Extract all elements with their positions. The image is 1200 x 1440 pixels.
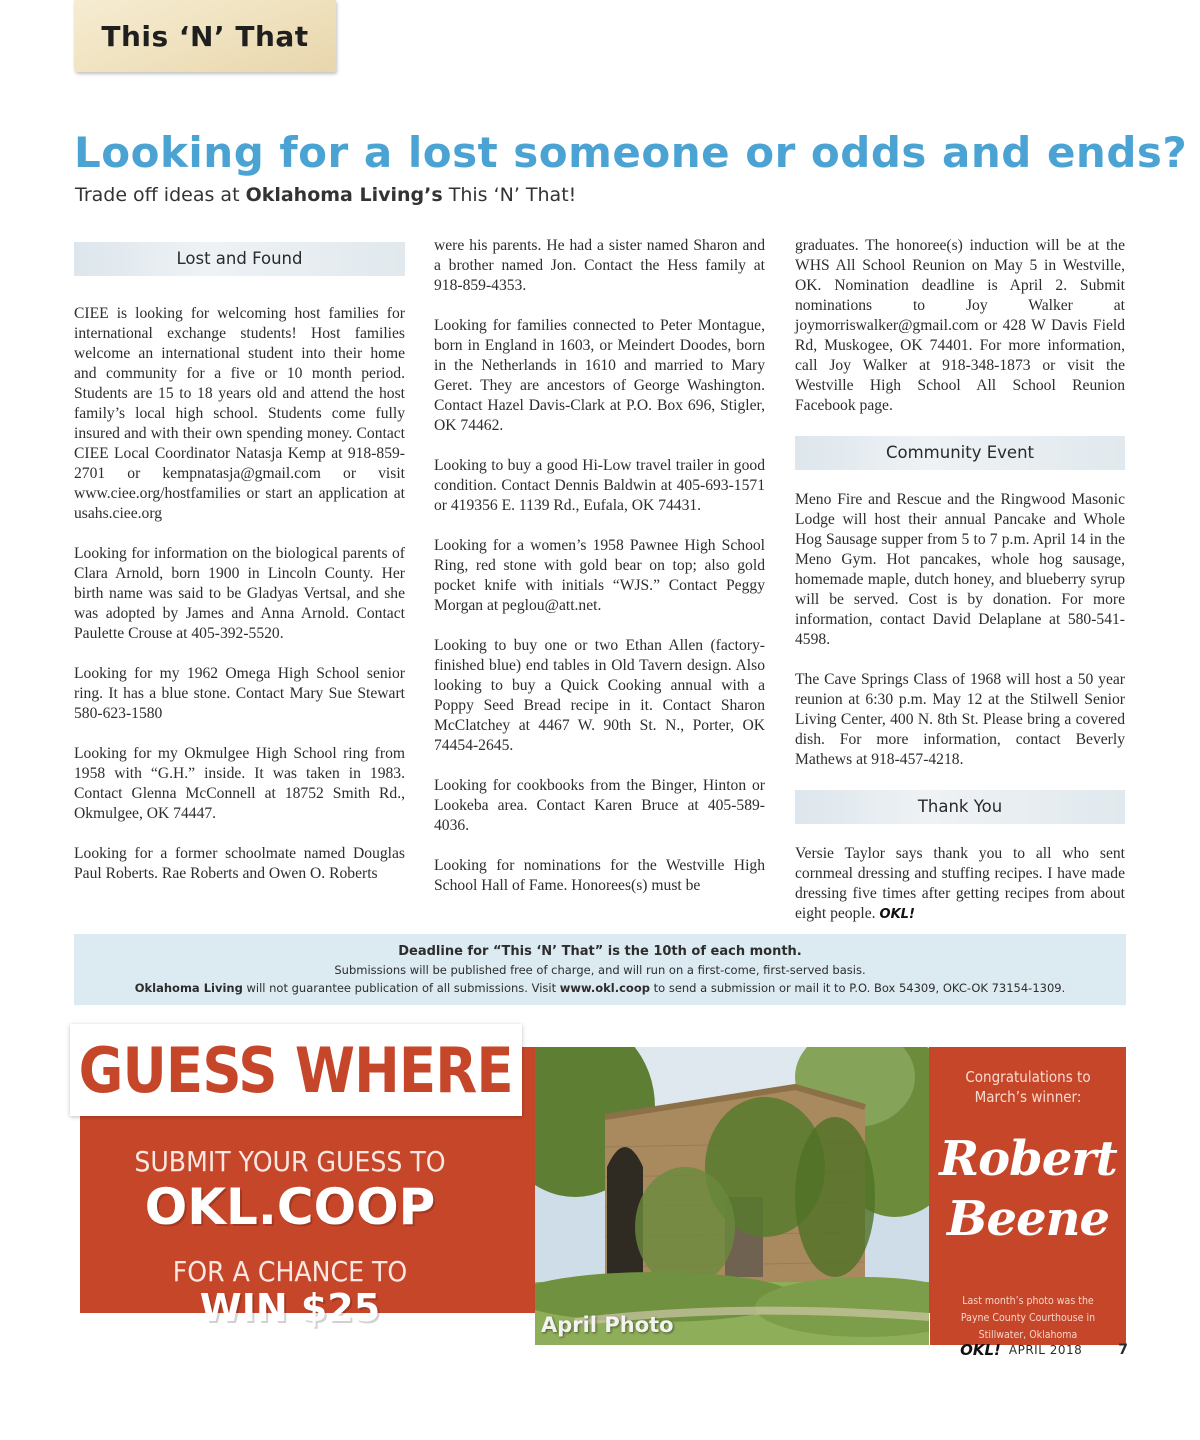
guarantee-note <box>74 979 1126 997</box>
community-event-heading: Community Event <box>795 436 1125 470</box>
column-2 <box>434 236 765 916</box>
lost-item: were his parents. He had a sister named Sharon and a brother named Jon. Contact the Hess family at 918-859-4353. <box>434 237 765 294</box>
section-tab-label: This ‘N’ That <box>101 19 309 53</box>
lost-item: Looking for my 1962 Omega High School senior ring. It has a blue stone. Contact Mary Sue Stewart 580-623-1580 <box>74 665 405 722</box>
guess-where-title-box <box>70 1024 522 1116</box>
guarantee-text-a: will not guarantee publication of all submissions. Visit <box>242 981 560 995</box>
winner-first-name: Robert <box>939 1131 1117 1187</box>
winner-box <box>930 1047 1126 1345</box>
page-number: 7 <box>1118 1342 1128 1358</box>
section-tab <box>74 0 336 72</box>
guess-where-title: GUESS WHERE <box>78 1033 514 1107</box>
submission-note: Submissions will be published free of charge, and will run on a first-come, first-served basis. <box>334 963 866 977</box>
winner-last-name: Beene <box>946 1191 1110 1247</box>
headline: Looking for a lost someone or odds and ends? <box>74 128 1188 177</box>
photo-label: April Photo <box>541 1313 674 1337</box>
submit-guess-line: SUBMIT YOUR GUESS TO <box>134 1145 446 1178</box>
community-item: Meno Fire and Rescue and the Ringwood Masonic Lodge will host their annual Pancake and Whole Hog Sausage supper from 5 to 7 p.m. April 14 in the Meno Gym. Hot pancakes, whole hog sausage, homemade maple, dutch honey, and blueberry syrup will be served. Cost is by donation. For more information, contact David Delaplane at 580-541-4598. <box>795 491 1125 648</box>
lost-item: Looking to buy one or two Ethan Allen (factory-finished blue) end tables in Old Tavern design. Also looking to buy a Quick Cooking annual with a Poppy Seed Bread recipe in it. Contact Sharon McClatchey at 4467 W. 90th St. N., Porter, OK 74454-2645. <box>434 637 765 754</box>
guarantee-brand: Oklahoma Living <box>134 981 243 995</box>
thank-you-item <box>795 844 1125 925</box>
april-photo <box>535 1047 929 1345</box>
thank-you-text: Versie Taylor says thank you to all who sent cornmeal dressing and stuffing recipes. I have made dressing five times after getting recipes from about eight people. <box>795 845 1125 922</box>
prize-amount: WIN $25 <box>199 1286 381 1330</box>
continued-item: graduates. The honoree(s) induction will be at the WHS All School Reunion on May 5 in Westville, OK. Nomination deadline is April 2. Submit nominations to Joy Walker at joymorriswalker@gmail.com or 428 W Davis Field Rd, Muskogee, OK 74401. For more information, call Joy Walker at 918-348-1873 or visit the Westville High School All School Reunion Facebook page. <box>795 237 1125 414</box>
winner-name <box>930 1129 1126 1249</box>
lost-and-found-heading: Lost and Found <box>74 242 405 276</box>
lost-item: Looking for my Okmulgee High School ring from 1958 with “G.H.” inside. It was taken in 1983. Contact Glenna McConnell at 18752 Smith Rd., Okmulgee, OK 74447. <box>74 745 405 822</box>
subhead-brand: Oklahoma Living’s <box>245 184 443 206</box>
congratulations-text: Congratulations to March’s winner: <box>965 1068 1091 1106</box>
stone-building-image <box>535 1047 929 1345</box>
lost-item: Looking for cookbooks from the Binger, Hinton or Lookeba area. Contact Karen Bruce at 405-589-4036. <box>434 777 765 834</box>
column-1 <box>74 236 405 904</box>
okl-logo: OKL! <box>960 1341 1001 1359</box>
issue-date: APRIL 2018 <box>1008 1343 1083 1357</box>
thank-you-heading: Thank You <box>795 790 1125 824</box>
community-item: The Cave Springs Class of 1968 will host a 50 year reunion at 6:30 p.m. May 12 at the Stilwell Senior Living Center, 400 N. 8th St. Please bring a covered dish. For more information, contact Beverly Mathews at 918-457-4218. <box>795 671 1125 768</box>
lost-item: Looking for a former schoolmate named Douglas Paul Roberts. Rae Roberts and Owen O. Roberts <box>74 845 405 882</box>
lost-item: CIEE is looking for welcoming host families for international exchange students! Host families welcome an international student into their home and community for a five or 10 month period. Students are 15 to 18 years old and attend the host family’s local high school. Students come fully insured and with their own spending money. Contact CIEE Local Coordinator Natasja Kemp at 918-859-2701 or kempnatasja@gmail.com or visit www.ciee.org/hostfamilies or start an application at usahs.ciee.org <box>74 305 405 522</box>
subhead-prefix: Trade off ideas at <box>75 184 246 206</box>
lost-item: Looking for information on the biological parents of Clara Arnold, born 1900 in Lincoln County. Her birth name was said to be Gladyas Vertsal, and she was adopted by James and Anna Arnold. Contact Paulette Crouse at 405-392-5520. <box>74 545 405 642</box>
deadline-line: Deadline for “This ‘N’ That” is the 10th of each month. <box>398 944 802 959</box>
submission-url: www.okl.coop <box>559 981 650 995</box>
subhead-suffix: This ‘N’ That! <box>442 184 577 206</box>
chance-line: FOR A CHANCE TO <box>172 1255 408 1288</box>
deadline-box <box>74 934 1126 1005</box>
lost-item: Looking to buy a good Hi-Low travel trailer in good condition. Contact Dennis Baldwin at 405-693-1571 or 419356 E. 1139 Rd., Eufala, OK 74431. <box>434 457 765 514</box>
column-3 <box>795 236 1125 945</box>
page-footer <box>950 1340 1128 1360</box>
lost-item: Looking for a women’s 1958 Pawnee High School Ring, red stone with gold bear on top; also gold pocket knife with initials “WJS.” Contact Peggy Morgan at peglou@att.net. <box>434 537 765 614</box>
lost-item: Looking for nominations for the Westville High School Hall of Fame. Honorees(s) must be <box>434 857 765 894</box>
submission-site: OKL.COOP <box>144 1178 436 1236</box>
guarantee-text-b: to send a submission or mail it to P.O. Box 54309, OKC-OK 73154-1309. <box>649 981 1066 995</box>
lost-item: Looking for families connected to Peter Montague, born in England in 1603, or Meindert Doodes, born in the Netherlands in 1610 and married to Mary Geret. They are ancestors of George Washington. Contact Hazel Davis-Clark at P.O. Box 696, Stigler, OK 74462. <box>434 317 765 434</box>
subhead <box>75 184 875 206</box>
last-month-note: Last month’s photo was the Payne County Courthouse in Stillwater, Oklahoma <box>960 1295 1096 1341</box>
end-mark-logo: OKL! <box>879 907 915 922</box>
